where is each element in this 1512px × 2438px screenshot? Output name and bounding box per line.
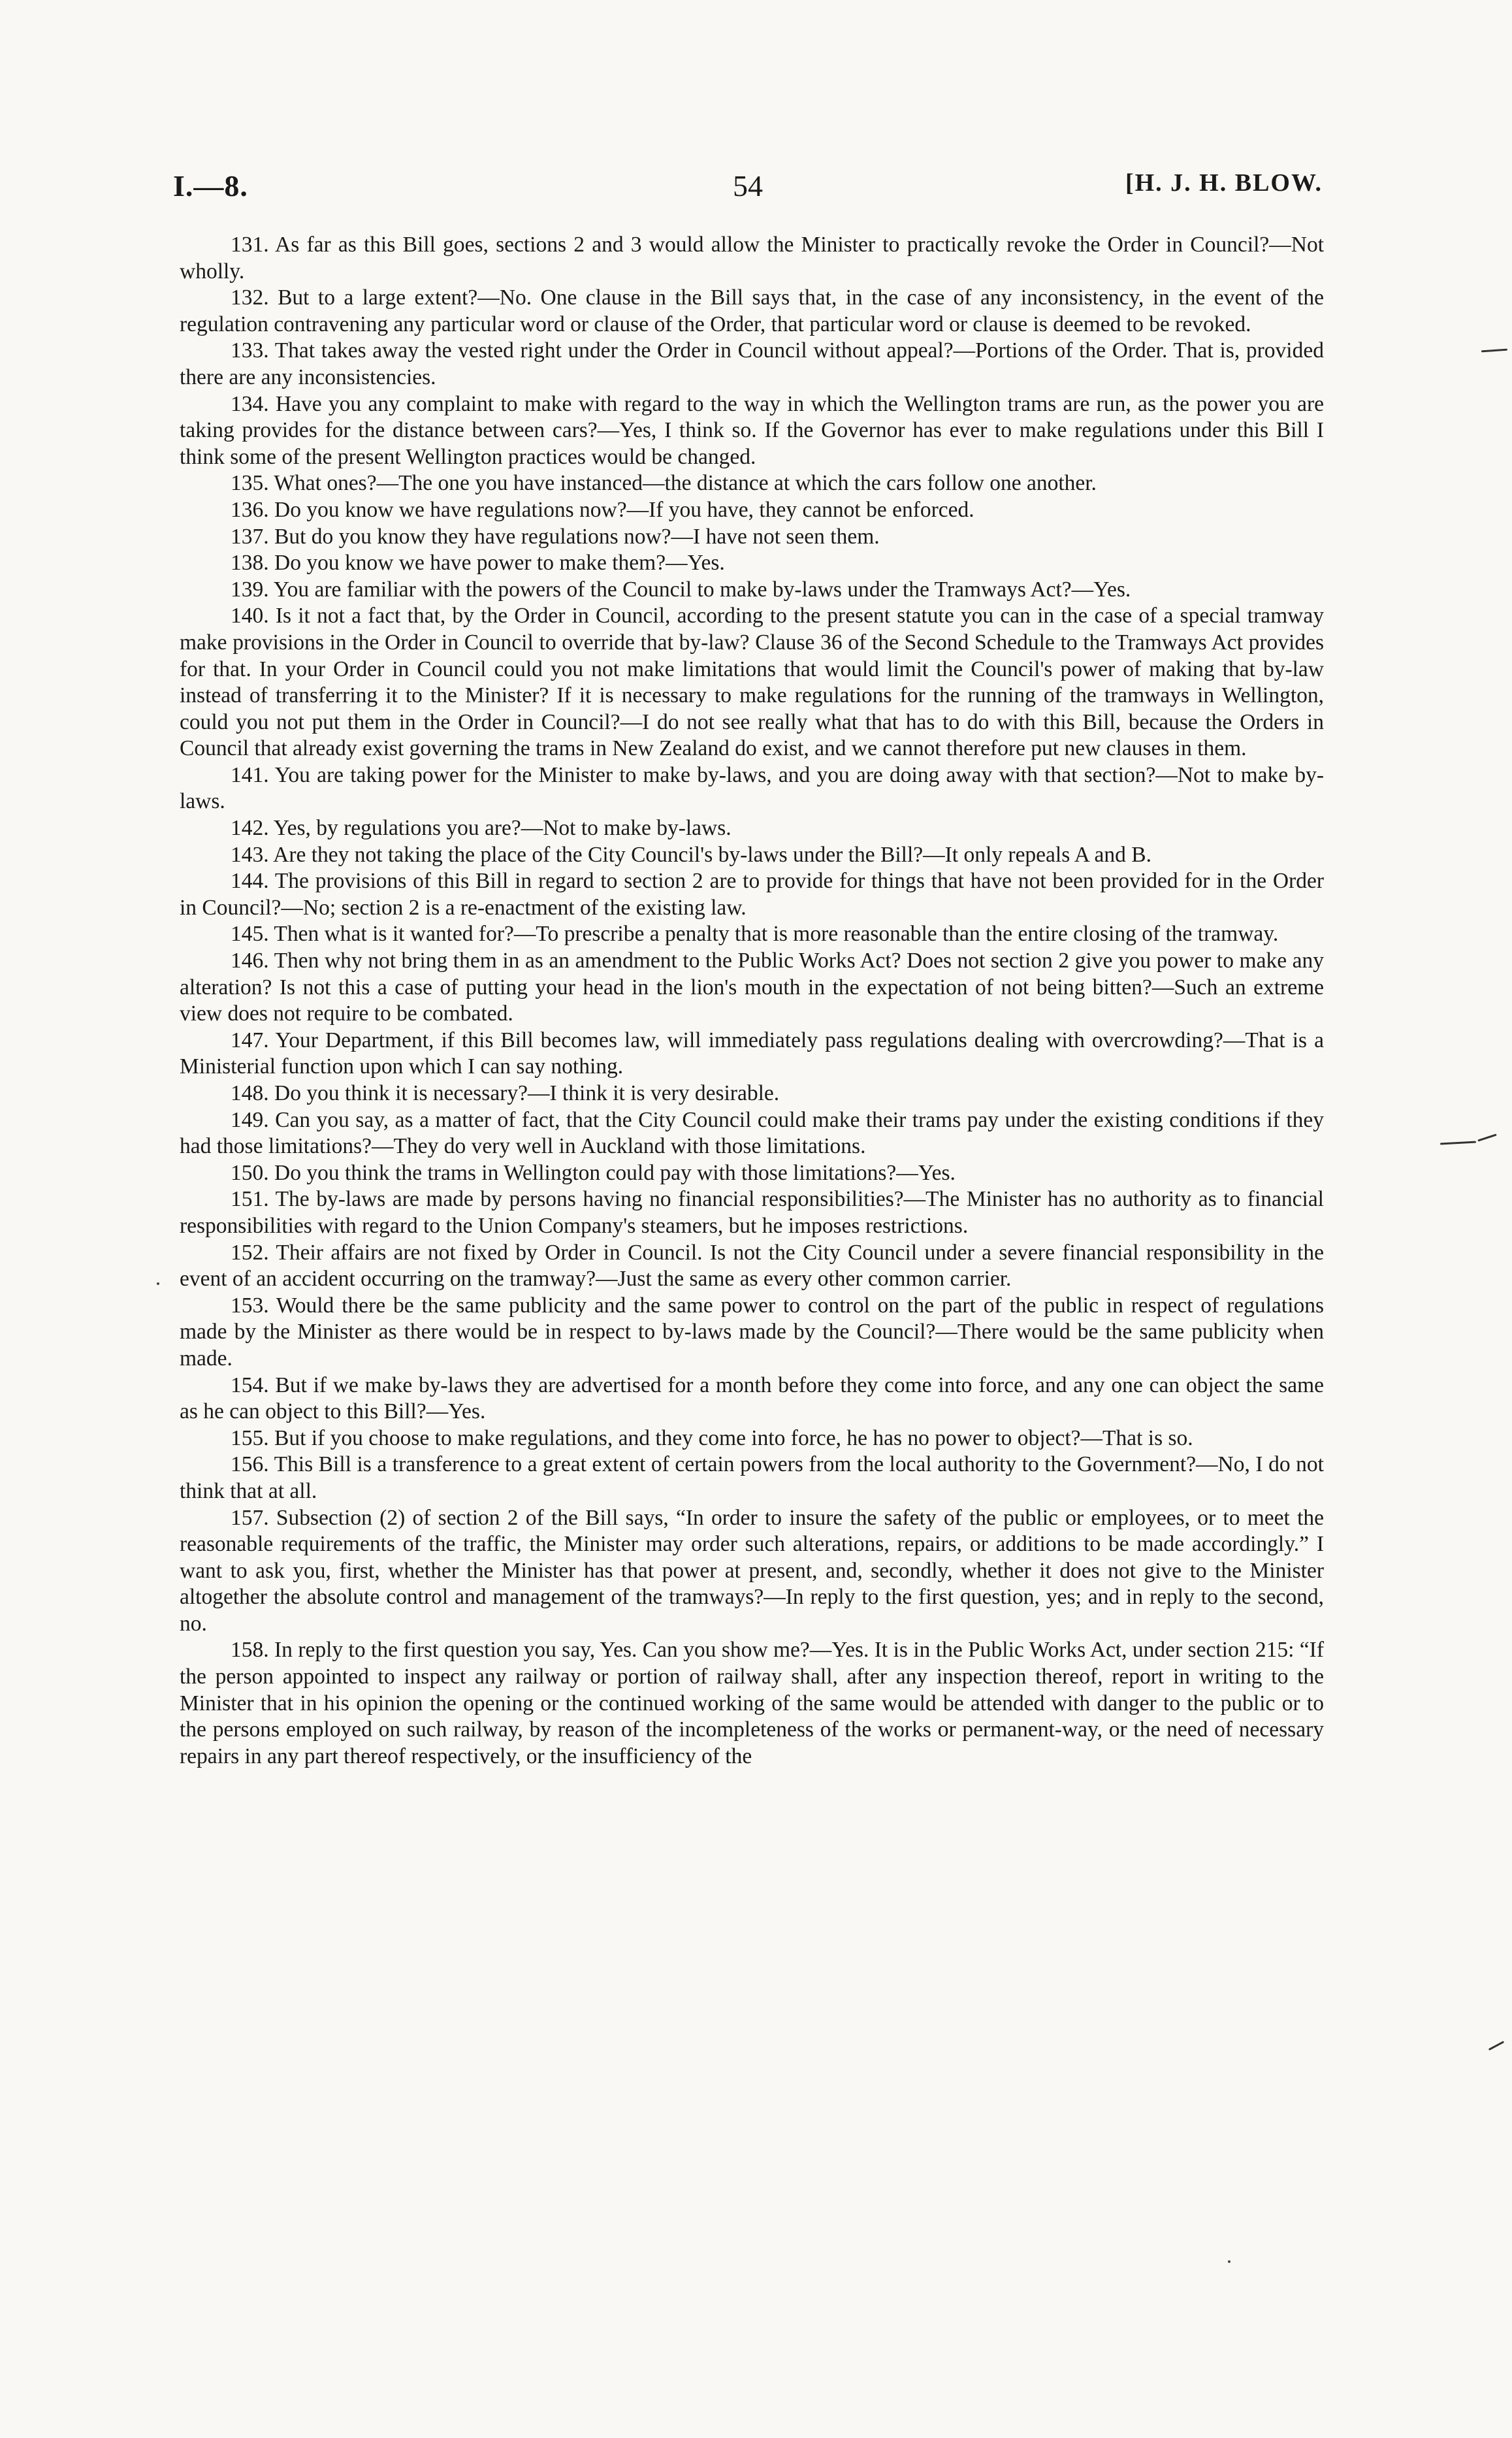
paragraph: 135. What ones?—The one you have instanced—the distance at which the cars follow one another. <box>231 471 1097 496</box>
page-body <box>180 232 1324 1770</box>
page-speck <box>1228 2260 1231 2263</box>
paragraph: 156. This Bill is a transference to a great extent of certain powers from the local authority to the Government?—No, I do not think that at all. <box>180 1452 1324 1503</box>
margin-mark <box>1440 1141 1476 1145</box>
paragraph: 145. Then what is it wanted for?—To prescribe a penalty that is more reasonable than the entire closing of the tramway. <box>231 922 1279 947</box>
paper-reference: I.—8. <box>173 169 248 203</box>
paragraph: 146. Then why not bring them in as an amendment to the Public Works Act? Does not section 2 give you power to make any alteration? Is not this a case of putting your head in the lion's mouth in the expectation of not being bitten?—Such an extreme view does not require to be combated. <box>180 949 1324 1026</box>
paragraph: 147. Your Department, if this Bill becomes law, will immediately pass regulations dealing with overcrowding?—That is a Ministerial function upon which I can say nothing. <box>180 1028 1324 1079</box>
paragraph: 144. The provisions of this Bill in regard to section 2 are to provide for things that have not been provided for in the Order in Council?—No; section 2 is a re-enactment of the existing law. <box>180 869 1324 920</box>
paragraph: 143. Are they not taking the place of the City Council's by-laws under the Bill?—It only repeals A and B. <box>231 842 1151 867</box>
margin-mark <box>1488 2041 1504 2051</box>
paragraph: 151. The by-laws are made by persons having no financial responsibilities?—The Minister has no authority as to financial responsibilities with regard to the Union Company's steamers, but he imposes restrictions. <box>180 1187 1324 1238</box>
paragraph: 131. As far as this Bill goes, sections 2 and 3 would allow the Minister to practically revoke the Order in Council?—Not wholly. <box>180 233 1324 284</box>
margin-dot <box>157 1282 159 1285</box>
margin-mark <box>1481 349 1507 353</box>
paragraph: 149. Can you say, as a matter of fact, that the City Council could make their trams pay under the existing conditions if they had those limitations?—They do very well in Auckland with those limitations. <box>180 1107 1324 1159</box>
paragraph: 150. Do you think the trams in Wellington could pay with those limitations?—Yes. <box>231 1160 956 1185</box>
paragraph: 157. Subsection (2) of section 2 of the Bill says, “In order to insure the safety of the public or employees, or to meet the reasonable requirements of the traffic, the Minister may order such alterations, repairs, or additions to be made accordingly.” I want to ask you, first, whether the Minister has that power at present, and, secondly, whether it does not give to the Minister altogether the absolute control and management of the tramways?—In reply to the first question, yes; and in reply to the second, no. <box>180 1505 1324 1636</box>
margin-mark <box>1477 1133 1496 1141</box>
paragraph: 148. Do you think it is necessary?—I think it is very desirable. <box>231 1081 780 1105</box>
paragraph: 153. Would there be the same publicity and the same power to control on the part of the public in respect of regulations made by the Minister as there would be in respect to by-laws made by the Council?—There would be the same publicity when made. <box>180 1293 1324 1371</box>
witness-name: [H. J. H. BLOW. <box>1125 169 1323 197</box>
paragraph: 141. You are taking power for the Minister to make by-laws, and you are doing away with that section?—Not to make by-laws. <box>180 762 1324 814</box>
paragraph: 142. Yes, by regulations you are?—Not to make by-laws. <box>231 816 732 841</box>
paragraph: 138. Do you know we have power to make them?—Yes. <box>231 551 725 576</box>
paragraph: 155. But if you choose to make regulations, and they come into force, he has no power to object?—That is so. <box>231 1425 1193 1450</box>
paragraph: 140. Is it not a fact that, by the Order in Council, according to the present statute you can in the case of a special tramway make provisions in the Order in Council to override that by-law? Clause 36 of the Second Schedule to the Tramways Act provides for that. In your Order in Council could you not make limitations that would limit the Council's power of making that by-law instead of transferring it to the Minister? If it is necessary to make regulations for the running of the tramways in Wellington, could you not put them in the Order in Council?—I do not see really what that has to do with this Bill, because the Orders in Council that already exist governing the trams in New Zealand do exist, and we cannot therefore put new clauses in them. <box>180 604 1324 761</box>
page-header <box>173 169 1323 208</box>
paragraph: 152. Their affairs are not fixed by Order in Council. Is not the City Council under a severe financial responsibility in the event of an accident occurring on the tramway?—Just the same as every other common carrier. <box>180 1240 1324 1292</box>
paragraph: 137. But do you know they have regulations now?—I have not seen them. <box>231 524 880 549</box>
paragraph: 132. But to a large extent?—No. One clause in the Bill says that, in the case of any inconsistency, in the event of the regulation contravening any particular word or clause of the Order, that particular word or clause is deemed to be revoked. <box>180 285 1324 336</box>
paragraph: 133. That takes away the vested right under the Order in Council without appeal?—Portions of the Order. That is, provided there are any inconsistencies. <box>180 338 1324 389</box>
page-number: 54 <box>733 169 763 203</box>
paragraph: 136. Do you know we have regulations now?—If you have, they cannot be enforced. <box>231 497 974 522</box>
paragraph: 154. But if we make by-laws they are advertised for a month before they come into force, and any one can object the same as he can object to this Bill?—Yes. <box>180 1373 1324 1424</box>
paragraph: 158. In reply to the first question you say, Yes. Can you show me?—Yes. It is in the Public Works Act, under section 215: “If the person appointed to inspect any railway or portion of railway shall, after any inspection thereof, report in writing to the Minister that in his opinion the opening or the continued working of the same would be attended with danger to the public or to the persons employed on such railway, by reason of the incompleteness of the works or permanent-way, or the need of necessary repairs in any part thereof respectively, or the insufficiency of the <box>180 1638 1324 1768</box>
paragraph: 134. Have you any complaint to make with regard to the way in which the Wellington trams are run, as the power you are taking provides for the distance between cars?—Yes, I think so. If the Governor has ever to make regulations under this Bill I think some of the present Wellington practices would be changed. <box>180 391 1324 469</box>
paragraph: 139. You are familiar with the powers of the Council to make by-laws under the Tramways Act?—Yes. <box>231 577 1131 602</box>
